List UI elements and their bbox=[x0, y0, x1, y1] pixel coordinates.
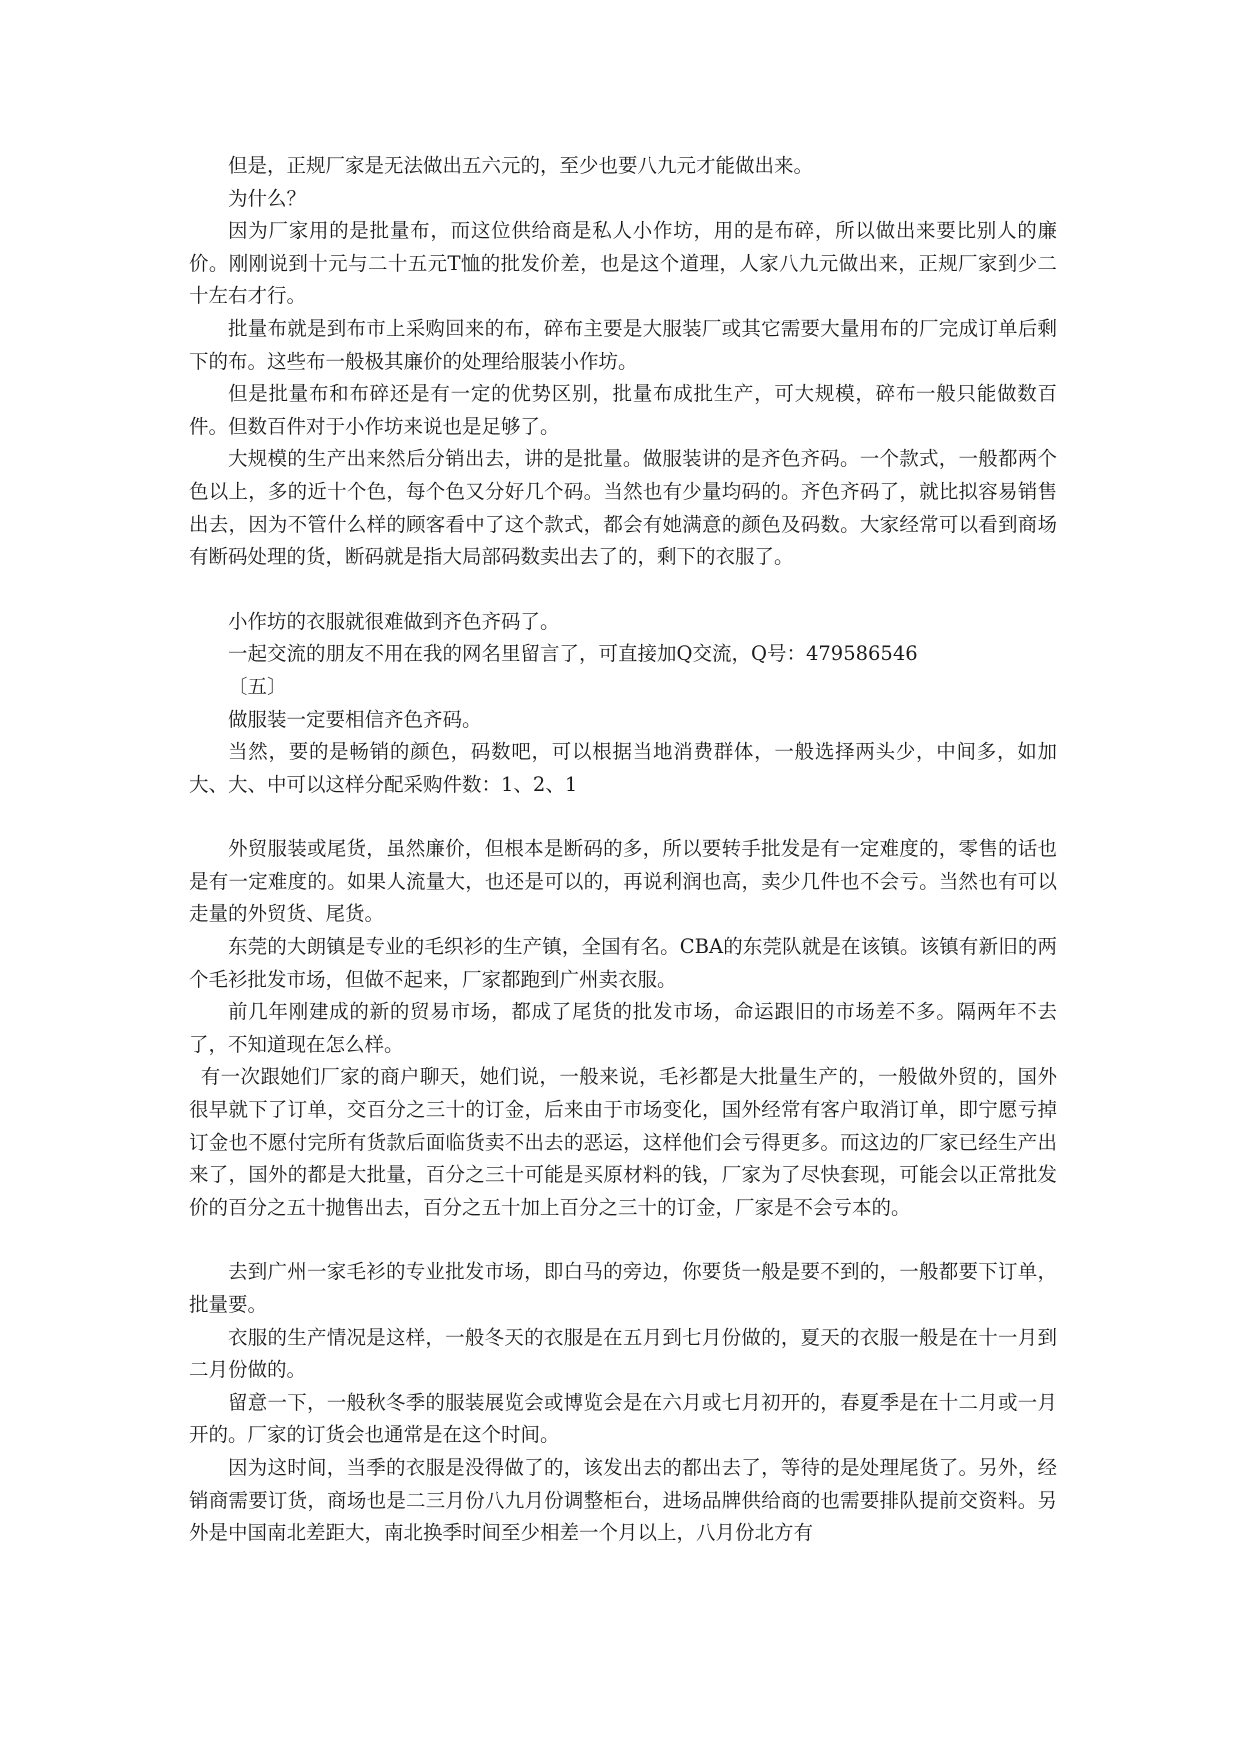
paragraph-gap bbox=[189, 1224, 1057, 1256]
paragraph: 东莞的大朗镇是专业的毛织衫的生产镇，全国有名。CBA的东莞队就是在该镇。该镇有新旧的两个毛衫批发市场，但做不起来，厂家都跑到广州卖衣服。 bbox=[189, 935, 1057, 991]
paragraph: 大规模的生产出来然后分销出去，讲的是批量。做服装讲的是齐色齐码。一个款式，一般都两个色以上，多的近十个色，每个色又分好几个码。当然也有少量均码的。齐色齐码了，就比拟容易销售出去，因为不管什么样的顾客看中了这个款式，都会有她满意的颜色及码数。大家经常可以看到商场有断码处理的货，断码就是指大局部码数卖出去了的，剩下的衣服了。 bbox=[189, 447, 1057, 569]
paragraph: 一起交流的朋友不用在我的网名里留言了，可直接加Q交流，Q号：479586546 bbox=[228, 642, 918, 666]
paragraph-gap bbox=[189, 574, 1057, 606]
paragraph: 衣服的生产情况是这样，一般冬天的衣服是在五月到七月份做的，夏天的衣服一般是在十一月到二月份做的。 bbox=[189, 1325, 1057, 1382]
paragraph: 去到广州一家毛衫的专业批发市场，即白马的旁边，你要货一般是要不到的，一般都要下订单，批量要。 bbox=[189, 1260, 1057, 1316]
paragraph: 批量布就是到布市上采购回来的布，碎布主要是大服装厂或其它需要大量用布的厂完成订单后剩下的布。这些布一般极其廉价的处理给服装小作坊。 bbox=[189, 316, 1057, 373]
paragraph: 留意一下，一般秋冬季的服装展览会或博览会是在六月或七月初开的，春夏季是在十二月或一月开的。厂家的订货会也通常是在这个时间。 bbox=[189, 1390, 1057, 1447]
paragraph: 外贸服装或尾货，虽然廉价，但根本是断码的多，所以要转手批发是有一定难度的，零售的话也是有一定难度的。如果人流量大，也还是可以的，再说利润也高，卖少几件也不会亏。当然也有可以走量的外贸货、尾货。 bbox=[189, 837, 1057, 926]
paragraph: 做服装一定要相信齐色齐码。 bbox=[228, 707, 482, 731]
paragraph: 当然，要的是畅销的颜色，码数吧，可以根据当地消费群体，一般选择两头少，中间多，如加大、大、中可以这样分配采购件数：1、2、1 bbox=[189, 740, 1057, 796]
paragraph: 但是，正规厂家是无法做出五六元的，至少也要八九元才能做出来。 bbox=[228, 154, 814, 177]
paragraph: 为什么？ bbox=[228, 186, 307, 210]
paragraph: 因为厂家用的是批量布，而这位供给商是私人小作坊，用的是布碎，所以做出来要比别人的廉价。刚刚说到十元与二十五元T恤的批发价差，也是这个道理，人家八九元做出来，正规厂家到少二十左右才行。 bbox=[189, 219, 1057, 308]
paragraph: 但是批量布和布碎还是有一定的优势区别，批量布成批生产，可大规模，碎布一般只能做数百件。但数百件对于小作坊来说也是足够了。 bbox=[189, 382, 1057, 438]
document-body bbox=[189, 150, 1057, 1550]
paragraph: 前几年刚建成的新的贸易市场，都成了尾货的批发市场，命运跟旧的市场差不多。隔两年不去了，不知道现在怎么样。 bbox=[189, 1000, 1057, 1056]
section-marker: 〔五〕 bbox=[228, 674, 287, 698]
paragraph: 小作坊的衣服就很难做到齐色齐码了。 bbox=[228, 609, 560, 633]
paragraph: 有一次跟她们厂家的商户聊天，她们说，一般来说，毛衫都是大批量生产的，一般做外贸的，国外很早就下了订单，交百分之三十的订金，后来由于市场变化，国外经常有客户取消订单，即宁愿亏掉订金也不愿付完所有货款后面临货卖不出去的恶运，这样他们会亏得更多。而这边的厂家已经生产出来了，国外的都是大批量，百分之三十可能是买原材料的钱，厂家为了尽快套现，可能会以正常批发价的百分之五十抛售出去，百分之五十加上百分之三十的订金，厂家是不会亏本的。 bbox=[189, 1065, 1057, 1219]
paragraph: 因为这时间，当季的衣服是没得做了的，该发出去的都出去了，等待的是处理尾货了。另外，经销商需要订货，商场也是二三月份八九月份调整柜台，进场品牌供给商的也需要排队提前交资料。另外是中国南北差距大，南北换季时间至少相差一个月以上，八月份北方有 bbox=[189, 1455, 1057, 1545]
paragraph-gap bbox=[189, 801, 1057, 833]
